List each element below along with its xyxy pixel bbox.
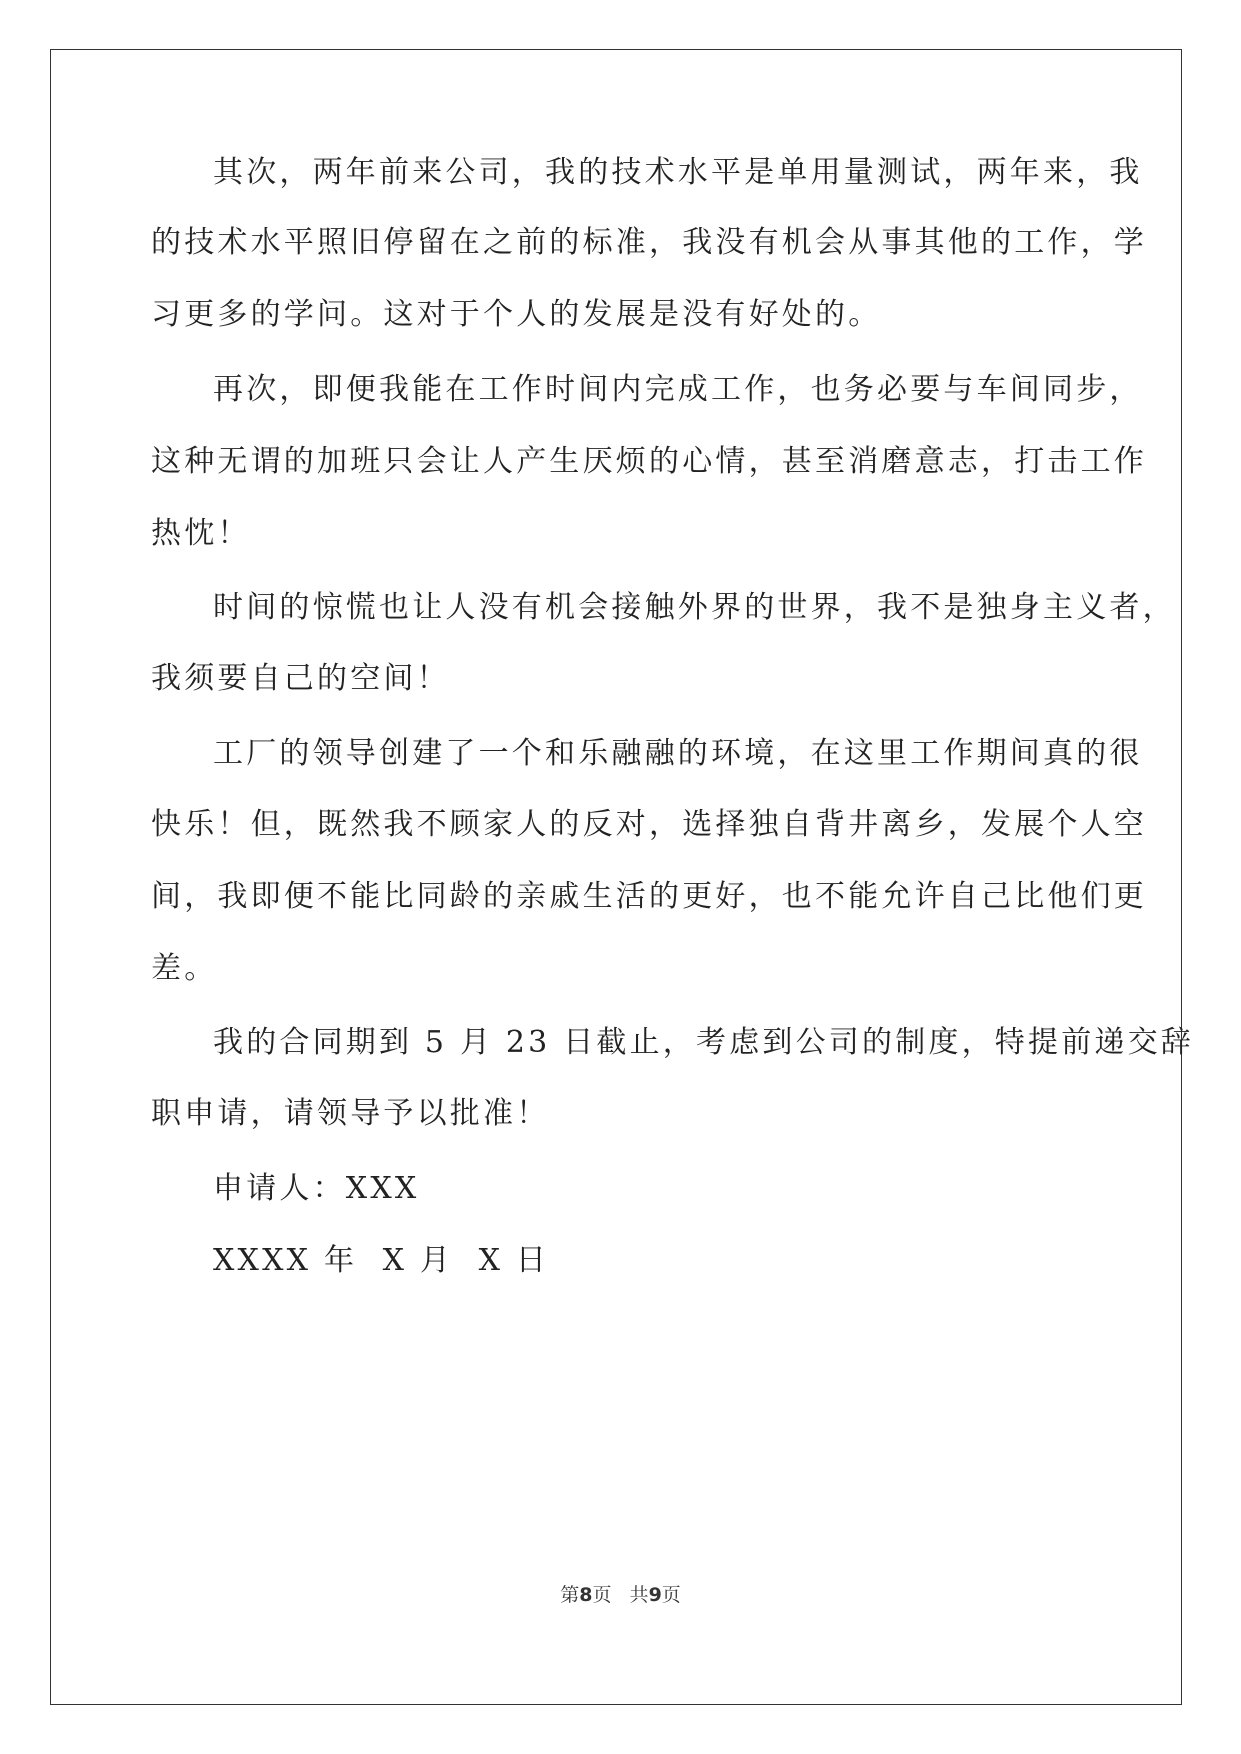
paragraph-2-line-3: 热忱！ bbox=[151, 516, 251, 551]
paragraph-4-line-1: 工厂的领导创建了一个和乐融融的环境，在这里工作期间真的很 bbox=[213, 736, 1143, 771]
paragraph-2-line-2: 这种无谓的加班只会让人产生厌烦的心情，甚至消磨意志，打击工作 bbox=[151, 444, 1147, 479]
paragraph-3-line-1: 时间的惊慌也让人没有机会接触外界的世界，我不是独身主义者， bbox=[213, 590, 1176, 625]
paragraph-4-line-2: 快乐！但，既然我不顾家人的反对，选择独自背井离乡，发展个人空 bbox=[151, 807, 1147, 842]
footer-suffix: 页 bbox=[661, 1584, 681, 1606]
paragraph-5-line-2: 职申请，请领导予以批准！ bbox=[151, 1096, 550, 1131]
paragraph-2-line-1: 再次，即便我能在工作时间内完成工作，也务必要与车间同步， bbox=[213, 372, 1143, 407]
paragraph-1-line-2: 的技术水平照旧停留在之前的标准，我没有机会从事其他的工作，学 bbox=[151, 225, 1147, 260]
paragraph-1-line-1: 其次，两年前来公司，我的技术水平是单用量测试，两年来，我 bbox=[213, 155, 1143, 190]
paragraph-1-line-3: 习更多的学问。这对于个人的发展是没有好处的。 bbox=[151, 297, 882, 332]
date-line: XXXX 年 X 月 X 日 bbox=[213, 1243, 550, 1278]
paragraph-5-line-1: 我的合同期到 5 月 23 日截止，考虑到公司的制度，特提前递交辞 bbox=[213, 1025, 1195, 1060]
paragraph-4-line-3: 间，我即便不能比同龄的亲戚生活的更好，也不能允许自己比他们更 bbox=[151, 879, 1147, 914]
paragraph-4-line-4: 差。 bbox=[151, 951, 218, 986]
paragraph-3-line-2: 我须要自己的空间！ bbox=[151, 661, 450, 696]
footer-mid: 页 共 bbox=[592, 1584, 649, 1606]
footer-page-number: 8 bbox=[579, 1584, 593, 1606]
footer-prefix: 第 bbox=[560, 1584, 580, 1606]
applicant-line: 申请人：XXX bbox=[213, 1171, 420, 1206]
footer-total-pages: 9 bbox=[648, 1584, 662, 1606]
page-footer bbox=[0, 1583, 1241, 1607]
